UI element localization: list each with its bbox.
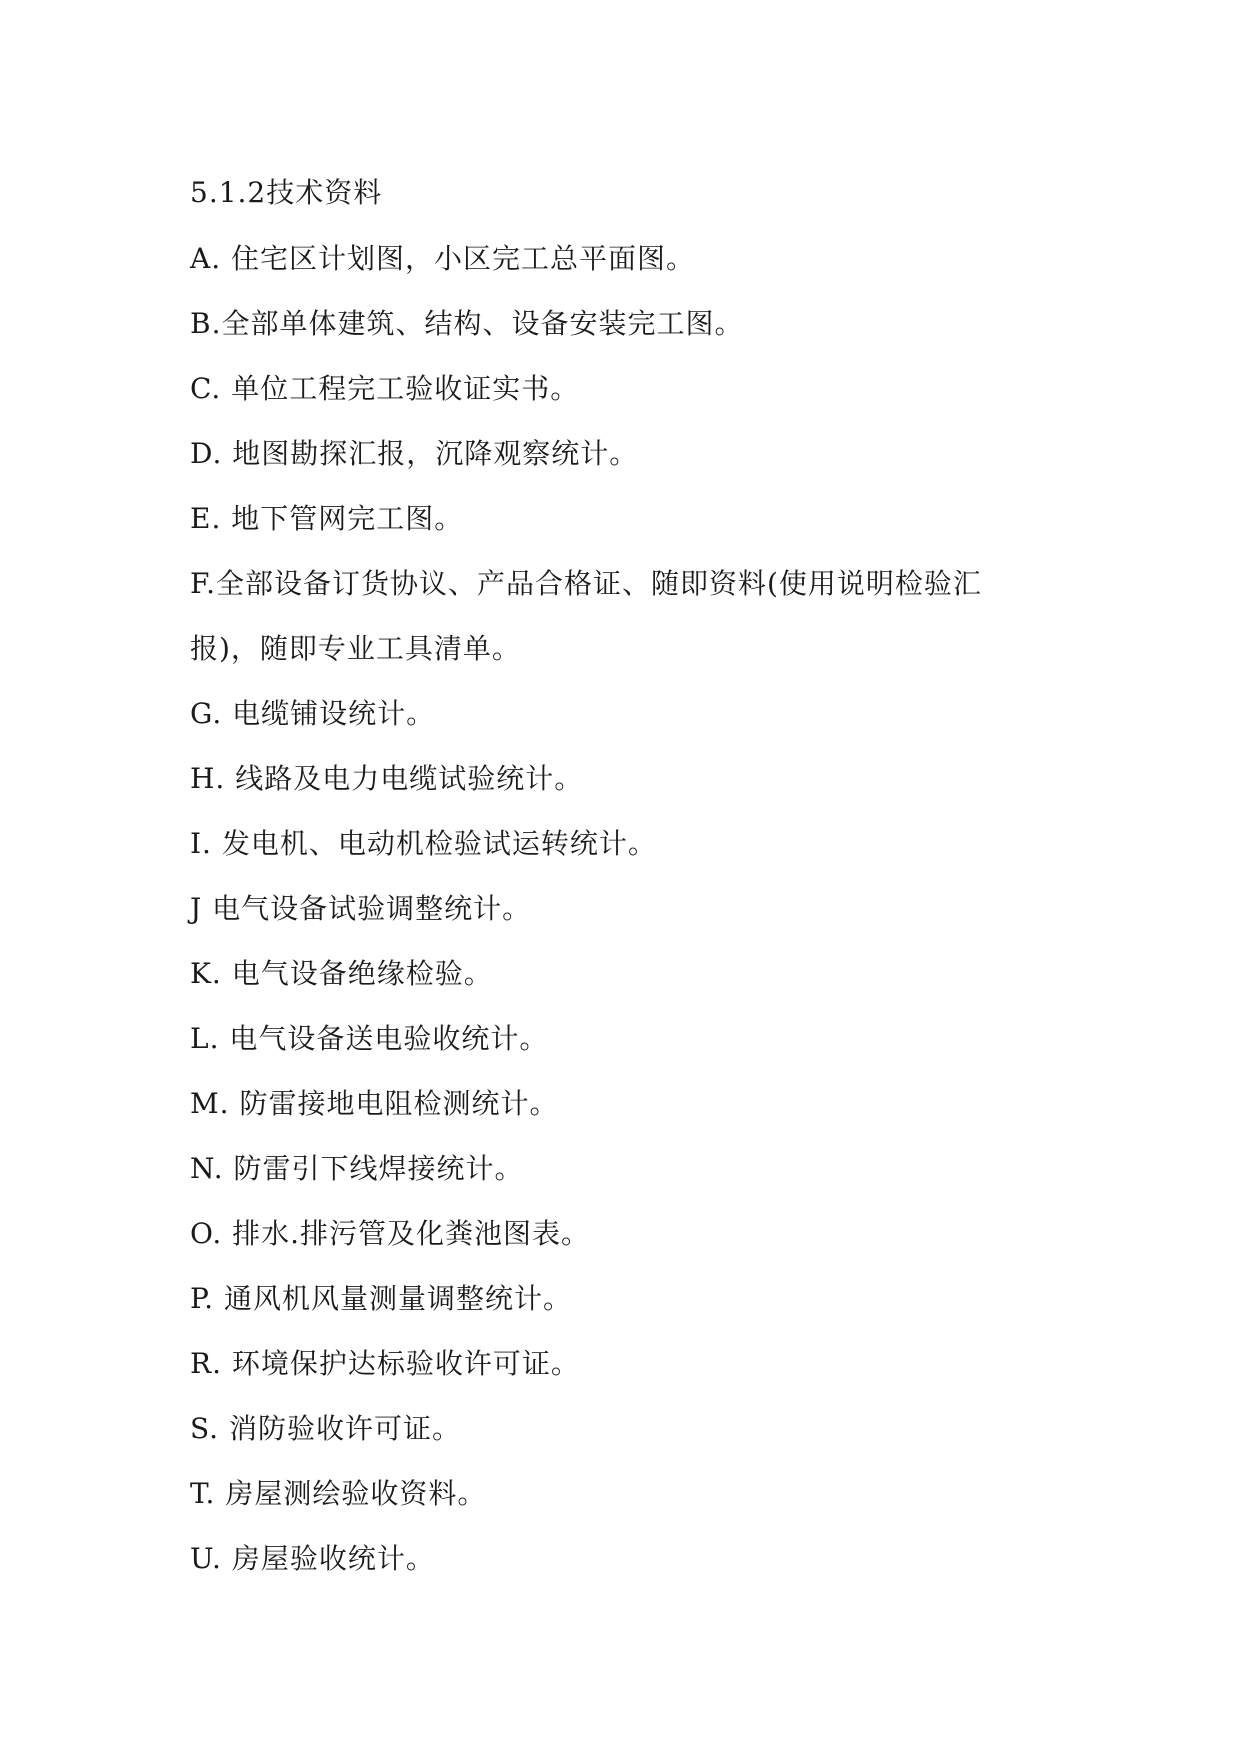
list-item-c: C. 单位工程完工验收证实书。 — [190, 372, 580, 405]
list-item-m: M. 防雷接地电阻检测统计。 — [190, 1087, 559, 1120]
list-item-a: A. 住宅区计划图，小区完工总平面图。 — [190, 242, 696, 275]
list-item-b: B.全部单体建筑、结构、设备安装完工图。 — [190, 307, 744, 340]
list-item-p: P. 通风机风量测量调整统计。 — [190, 1282, 572, 1315]
list-item-i: I. 发电机、电动机检验试运转统计。 — [190, 827, 657, 860]
list-item-u: U. 房屋验收统计。 — [190, 1542, 435, 1575]
list-item-n: N. 防雷引下线焊接统计。 — [190, 1152, 524, 1185]
section-heading: 5.1.2技术资料 — [190, 176, 383, 209]
list-item-o: O. 排水.排污管及化粪池图表。 — [190, 1217, 591, 1250]
list-item-e: E. 地下管网完工图。 — [190, 502, 464, 535]
list-item-s: S. 消防验收许可证。 — [190, 1412, 461, 1445]
document-body — [190, 160, 1070, 1591]
list-item-k: K. 电气设备绝缘检验。 — [190, 957, 493, 990]
list-item-g: G. 电缆铺设统计。 — [190, 697, 436, 730]
list-item-r: R. 环境保护达标验收许可证。 — [190, 1347, 580, 1380]
list-item-l: L. 电气设备送电验收统计。 — [190, 1022, 549, 1055]
list-item-d: D. 地图勘探汇报，沉降观察统计。 — [190, 437, 639, 470]
list-item-h: H. 线路及电力电缆试验统计。 — [190, 762, 584, 795]
list-item-f: F.全部设备订货协议、产品合格证、随即资料(使用说明检验汇 — [190, 567, 982, 600]
list-item-j: J 电气设备试验调整统计。 — [190, 892, 532, 925]
list-item-t: T. 房屋测绘验收资料。 — [190, 1477, 487, 1510]
list-item-f-continued: 报)，随即专业工具清单。 — [190, 632, 521, 665]
